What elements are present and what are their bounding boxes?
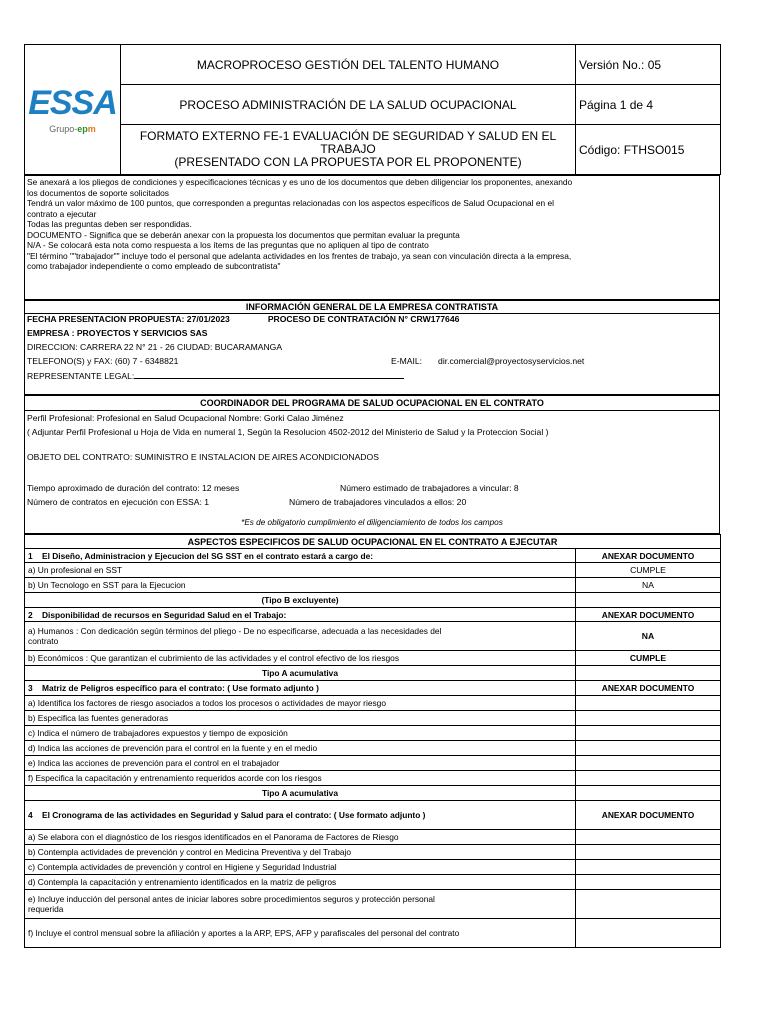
section-2-anexar: ANEXAR DOCUMENTO bbox=[576, 608, 721, 622]
table-row: f) Especifica la capacitación y entrenamiento requeridos acorde con los riesgos bbox=[25, 771, 576, 786]
coord-table bbox=[24, 395, 720, 534]
section-1-title: 1 El Diseño, Administracion y Ejecucion del SG SST en el contrato estará a cargo de: bbox=[25, 549, 576, 563]
intro-text: Se anexará a los pliegos de condiciones y especificaciones técnicas y es uno de los documentos que deben diligenciar los proponentes, anexando los documentos de soporte solicitados Tendrá un valor máximo de 100 puntos, que corresponden a preguntas relacionadas con los aspectos específicos de Salud Ocupacional en el contrato a ejecutar Todas las preguntas deben ser respondidas. DOCUMENTO - Significa que se deberán anexar con la propuesta los documentos que permitan evaluar la pregunta N/A - Se colocará esta nota como respuesta a los ítems de las preguntas que no apliquen al tipo de contrato "El término ""trabajador"" incluye todo el personal que adelanta actividades en los frentes de trabajo, ya sean con vinculación directa a la empresa, como trabajador independiente o como empleado de subcontratista" bbox=[25, 176, 720, 300]
coord-title: COORDINADOR DEL PROGRAMA DE SALUD OCUPACIONAL EN EL CONTRATO bbox=[25, 396, 720, 411]
form-sheet bbox=[24, 44, 720, 948]
section-4-anexar: ANEXAR DOCUMENTO bbox=[576, 801, 721, 830]
direccion: DIRECCION: CARRERA 22 N° 21 - 26 CIUDAD: BUCARAMANGA bbox=[27, 342, 283, 352]
empty-cell bbox=[576, 593, 721, 608]
info-body bbox=[25, 314, 720, 395]
table-row: e) Incluye inducción del personal antes de iniciar labores sobre procedimientos seguros y protección personal requerida bbox=[25, 890, 576, 919]
email-label: E-MAIL: bbox=[391, 356, 423, 366]
answer-cell[interactable] bbox=[576, 919, 721, 948]
numero-trabajadores: Número estimado de trabajadores a vincular: 8 bbox=[340, 483, 519, 493]
answer-cell[interactable] bbox=[576, 726, 721, 741]
table-row: e) Indica las acciones de prevención para el control en el trabajador bbox=[25, 756, 576, 771]
table-row: a) Humanos : Con dedicación según términos del pliego - De no especificarse, adecuada a las necesidades del contrato bbox=[25, 622, 576, 651]
section-2-type: Tipo A acumulativa bbox=[25, 666, 576, 681]
representante-label: REPRESENTANTE LEGAL: bbox=[27, 371, 135, 381]
empresa: EMPRESA : PROYECTOS Y SERVICIOS SAS bbox=[27, 328, 208, 338]
answer-cell[interactable]: NA bbox=[576, 622, 721, 651]
objeto: OBJETO DEL CONTRATO: SUMINISTRO E INSTALACION DE AIRES ACONDICIONADOS bbox=[27, 452, 379, 462]
answer-cell[interactable] bbox=[576, 860, 721, 875]
section-3-anexar: ANEXAR DOCUMENTO bbox=[576, 681, 721, 696]
table-row: a) Identifica los factores de riesgo asociados a todos los procesos o actividades de mayor riesgo bbox=[25, 696, 576, 711]
answer-cell[interactable]: CUMPLE bbox=[576, 651, 721, 666]
signature-line bbox=[134, 370, 404, 379]
pagina-label: Página 1 de 4 bbox=[576, 85, 721, 125]
perfil: Perfil Profesional: Profesional en Salud Ocupacional Nombre: Gorki Calao Jiménez bbox=[27, 413, 344, 423]
table-row: b) Contempla actividades de prevención y control en Medicina Preventiva y del Trabajo bbox=[25, 845, 576, 860]
answer-cell[interactable] bbox=[576, 830, 721, 845]
codigo-label: Código: FTHSO015 bbox=[576, 125, 721, 175]
info-title: INFORMACIÓN GENERAL DE LA EMPRESA CONTRATISTA bbox=[25, 301, 720, 314]
table-row: f) Incluye el control mensual sobre la afiliación y aportes a la ARP, EPS, AFP y parafiscales del personal del contrato bbox=[25, 919, 576, 948]
fecha-propuesta: FECHA PRESENTACION PROPUESTA: 27/01/2023 bbox=[27, 314, 230, 324]
section-2-title: 2 Disponibilidad de recursos en Seguridad Salud en el Trabajo: bbox=[25, 608, 576, 622]
essa-logo: ESSA bbox=[28, 83, 117, 122]
coord-body bbox=[25, 411, 720, 534]
telefono: TELEFONO(S) y FAX: (60) 7 - 6348821 bbox=[27, 356, 179, 366]
empty-cell bbox=[576, 666, 721, 681]
nota-obligatorio: *Es de obligatorio cumplimiento el diligenciamiento de todos los campos bbox=[241, 518, 503, 527]
answer-cell[interactable] bbox=[576, 741, 721, 756]
aspects-table bbox=[24, 534, 721, 948]
answer-cell[interactable]: NA bbox=[576, 578, 721, 593]
table-row: b) Económicos : Que garantizan el cubrimiento de las actividades y el control efectivo de los riesgos bbox=[25, 651, 576, 666]
table-row: c) Contempla actividades de prevención y control en Higiene y Seguridad Industrial bbox=[25, 860, 576, 875]
table-row: d) Contempla la capacitación y entrenamiento identificados en la matriz de peligros bbox=[25, 875, 576, 890]
answer-cell[interactable] bbox=[576, 711, 721, 726]
intro-table bbox=[24, 175, 720, 300]
grupo-epm-logo: Grupo-epm bbox=[49, 123, 96, 134]
answer-cell[interactable] bbox=[576, 756, 721, 771]
tiempo: Tiempo aproximado de duración del contrato: 12 meses bbox=[27, 483, 240, 493]
answer-cell[interactable] bbox=[576, 696, 721, 711]
vinculados: Número de trabajadores vinculados a ellos: 20 bbox=[289, 497, 467, 507]
table-row: d) Indica las acciones de prevención para el control en la fuente y en el medio bbox=[25, 741, 576, 756]
section-1-anexar: ANEXAR DOCUMENTO bbox=[576, 549, 721, 563]
proceso-contratacion: PROCESO DE CONTRATACIÓN N° CRW177646 bbox=[267, 314, 460, 324]
answer-cell[interactable]: CUMPLE bbox=[576, 563, 721, 578]
answer-cell[interactable] bbox=[576, 845, 721, 860]
answer-cell[interactable] bbox=[576, 890, 721, 919]
answer-cell[interactable] bbox=[576, 875, 721, 890]
adjuntar: ( Adjuntar Perfil Profesional u Hoja de Vida en numeral 1, Según la Resolucion 4502-2012 del Ministerio de Salud y la Proteccion Social ) bbox=[27, 427, 549, 437]
section-4-title: 4 El Cronograma de las actividades en Seguridad y Salud para el contrato: ( Use formato adjunto ) bbox=[25, 801, 576, 830]
info-table bbox=[24, 300, 720, 395]
header-table bbox=[24, 44, 721, 175]
section-3-type: Tipo A acumulativa bbox=[25, 786, 576, 801]
section-1-type: (Tipo B excluyente) bbox=[25, 593, 576, 608]
formato-title: FORMATO EXTERNO FE-1 EVALUACIÓN DE SEGURIDAD Y SALUD EN EL TRABAJO (PRESENTADO CON LA PROPUESTA POR EL PROPONENTE) bbox=[121, 125, 576, 175]
email-value: dir.comercial@proyectosyservicios.net bbox=[438, 356, 585, 366]
aspects-title: ASPECTOS ESPECIFICOS DE SALUD OCUPACIONAL EN EL CONTRATO A EJECUTAR bbox=[25, 535, 721, 549]
section-3-title: 3 Matriz de Peligros específico para el contrato: ( Use formato adjunto ) bbox=[25, 681, 576, 696]
table-row: c) Indica el número de trabajadores expuestos y tiempo de exposición bbox=[25, 726, 576, 741]
table-row: b) Un Tecnologo en SST para la Ejecucion bbox=[25, 578, 576, 593]
contratos: Número de contratos en ejecución con ESSA: 1 bbox=[27, 497, 210, 507]
proceso-title: PROCESO ADMINISTRACIÓN DE LA SALUD OCUPACIONAL bbox=[121, 85, 576, 125]
answer-cell[interactable] bbox=[576, 771, 721, 786]
table-row: a) Un profesional en SST bbox=[25, 563, 576, 578]
empty-cell bbox=[576, 786, 721, 801]
table-row: a) Se elabora con el diagnóstico de los riesgos identificados en el Panorama de Factores de Riesgo bbox=[25, 830, 576, 845]
version-label: Versión No.: 05 bbox=[576, 45, 721, 85]
logo bbox=[25, 45, 121, 175]
macroproceso-title: MACROPROCESO GESTIÓN DEL TALENTO HUMANO bbox=[121, 45, 576, 85]
table-row: b) Especifica las fuentes generadoras bbox=[25, 711, 576, 726]
